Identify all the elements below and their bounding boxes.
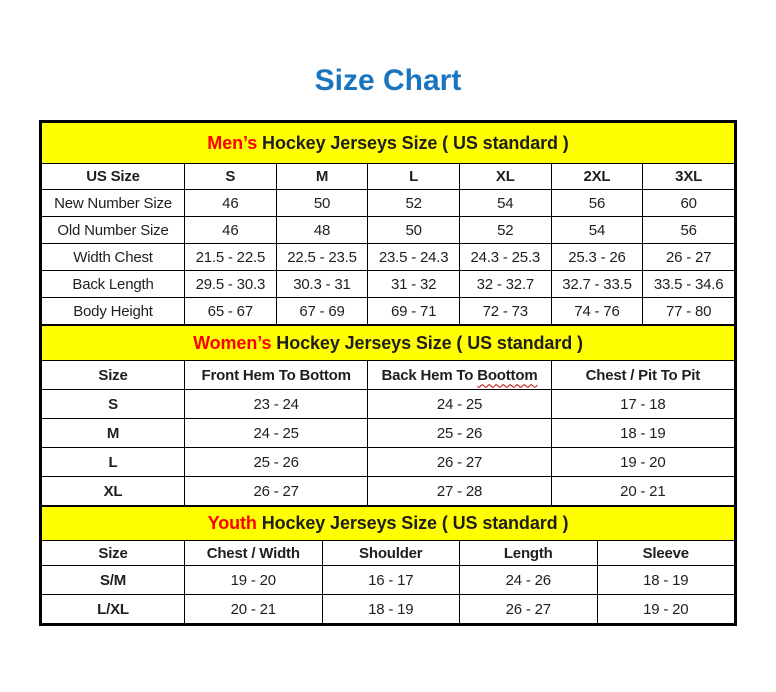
size-value: 26 - 27 <box>643 244 735 271</box>
size-value: 46 <box>185 217 277 244</box>
size-value: 74 - 76 <box>551 298 643 325</box>
size-value: 18 - 19 <box>597 566 735 595</box>
size-value: 46 <box>185 190 277 217</box>
mens-header-row <box>42 164 735 190</box>
size-value: 25.3 - 26 <box>551 244 643 271</box>
table-row <box>42 244 735 271</box>
misspelled-word: Boottom <box>477 366 538 384</box>
column-header: Chest / Width <box>185 541 323 566</box>
column-header: S <box>185 164 277 190</box>
row-label: L/XL <box>42 595 185 624</box>
size-value: 54 <box>459 190 551 217</box>
size-value: 19 - 20 <box>597 595 735 624</box>
size-value: 20 - 21 <box>551 477 734 506</box>
table-row <box>42 477 735 506</box>
size-value: 24 - 26 <box>460 566 598 595</box>
size-value: 19 - 20 <box>551 448 734 477</box>
row-label: L <box>42 448 185 477</box>
size-value: 27 - 28 <box>368 477 551 506</box>
size-value: 22.5 - 23.5 <box>276 244 368 271</box>
mens-size-table <box>41 122 735 325</box>
size-value: 30.3 - 31 <box>276 271 368 298</box>
youth-size-table <box>41 506 735 624</box>
size-value: 18 - 19 <box>551 419 734 448</box>
youth-banner-title <box>42 507 735 541</box>
size-value: 19 - 20 <box>185 566 323 595</box>
youth-header-row <box>42 541 735 566</box>
size-value: 72 - 73 <box>459 298 551 325</box>
size-value: 77 - 80 <box>643 298 735 325</box>
youth-table-body <box>42 566 735 624</box>
table-row <box>42 298 735 325</box>
size-value: 20 - 21 <box>185 595 323 624</box>
table-row <box>42 595 735 624</box>
womens-header-row <box>42 361 735 390</box>
size-value: 48 <box>276 217 368 244</box>
size-value: 67 - 69 <box>276 298 368 325</box>
size-value: 25 - 26 <box>185 448 368 477</box>
column-header: Length <box>460 541 598 566</box>
row-label: S/M <box>42 566 185 595</box>
row-label: Back Length <box>42 271 185 298</box>
column-header-text: Back Hem To <box>381 366 478 384</box>
table-row <box>42 448 735 477</box>
size-value: 56 <box>551 190 643 217</box>
column-header: L <box>368 164 460 190</box>
column-header: Shoulder <box>322 541 460 566</box>
womens-banner-title <box>42 326 735 361</box>
size-value: 25 - 26 <box>368 419 551 448</box>
column-header: Front Hem To Bottom <box>185 361 368 390</box>
column-header <box>368 361 551 390</box>
size-value: 32.7 - 33.5 <box>551 271 643 298</box>
size-value: 24 - 25 <box>368 390 551 419</box>
column-header: Size <box>42 541 185 566</box>
column-header: Sleeve <box>597 541 735 566</box>
size-value: 52 <box>368 190 460 217</box>
size-value: 29.5 - 30.3 <box>185 271 277 298</box>
womens-banner-highlight: Women’s <box>193 332 272 353</box>
womens-banner-rest: Hockey Jerseys Size ( US standard ) <box>271 332 583 353</box>
mens-table-banner <box>42 123 735 164</box>
column-header: XL <box>459 164 551 190</box>
row-label: M <box>42 419 185 448</box>
size-value: 52 <box>459 217 551 244</box>
mens-banner-rest: Hockey Jerseys Size ( US standard ) <box>257 132 569 153</box>
table-row <box>42 271 735 298</box>
size-value: 23.5 - 24.3 <box>368 244 460 271</box>
womens-table-body <box>42 390 735 506</box>
size-value: 32 - 32.7 <box>459 271 551 298</box>
size-value: 65 - 67 <box>185 298 277 325</box>
mens-table-body <box>42 190 735 325</box>
row-label: XL <box>42 477 185 506</box>
column-header: 3XL <box>643 164 735 190</box>
size-value: 18 - 19 <box>322 595 460 624</box>
youth-banner-highlight: Youth <box>207 513 257 533</box>
womens-table-banner <box>42 326 735 361</box>
youth-table-banner <box>42 507 735 541</box>
size-value: 26 - 27 <box>185 477 368 506</box>
row-label: Body Height <box>42 298 185 325</box>
table-row <box>42 217 735 244</box>
size-value: 26 - 27 <box>460 595 598 624</box>
table-row <box>42 566 735 595</box>
size-value: 60 <box>643 190 735 217</box>
size-value: 33.5 - 34.6 <box>643 271 735 298</box>
size-value: 16 - 17 <box>322 566 460 595</box>
page-title: Size Chart <box>314 64 462 97</box>
column-header: Size <box>42 361 185 390</box>
row-label: New Number Size <box>42 190 185 217</box>
size-value: 24 - 25 <box>185 419 368 448</box>
table-row <box>42 190 735 217</box>
size-value: 69 - 71 <box>368 298 460 325</box>
size-value: 56 <box>643 217 735 244</box>
size-value: 17 - 18 <box>551 390 734 419</box>
mens-banner-highlight: Men’s <box>207 132 258 153</box>
column-header: Chest / Pit To Pit <box>551 361 734 390</box>
column-header: M <box>276 164 368 190</box>
size-value: 21.5 - 22.5 <box>185 244 277 271</box>
column-header: 2XL <box>551 164 643 190</box>
youth-banner-rest: Hockey Jerseys Size ( US standard ) <box>256 513 569 533</box>
size-value: 54 <box>551 217 643 244</box>
column-header: US Size <box>42 164 185 190</box>
mens-banner-title <box>42 123 735 164</box>
size-value: 24.3 - 25.3 <box>459 244 551 271</box>
row-label: Width Chest <box>42 244 185 271</box>
row-label: Old Number Size <box>42 217 185 244</box>
size-value: 31 - 32 <box>368 271 460 298</box>
row-label: S <box>42 390 185 419</box>
size-tables-container <box>39 120 737 626</box>
size-value: 26 - 27 <box>368 448 551 477</box>
size-value: 50 <box>276 190 368 217</box>
size-value: 50 <box>368 217 460 244</box>
table-row <box>42 390 735 419</box>
womens-size-table <box>41 325 735 506</box>
table-row <box>42 419 735 448</box>
size-value: 23 - 24 <box>185 390 368 419</box>
